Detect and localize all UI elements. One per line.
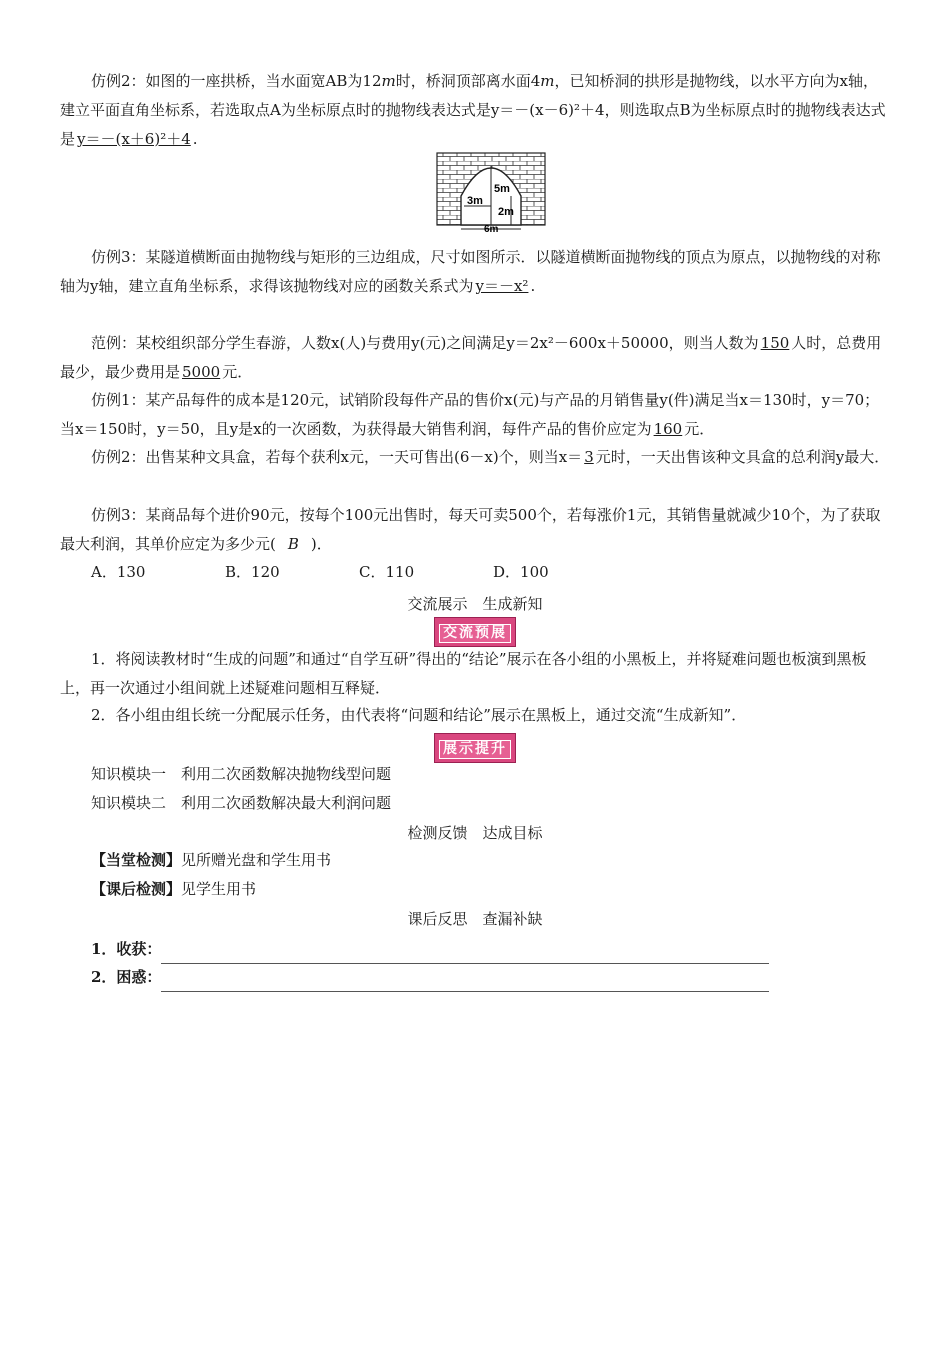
unit-m: m — [381, 72, 396, 90]
practice3-text-a: 仿例3：某商品每个进价90元，按每个100元出售时，每天可卖500个，若每涨价1元，其销售量就减少10个，为了获取最大利润，其单价应定为多少元( — [60, 506, 881, 553]
after-class-check — [91, 875, 923, 904]
gain-label: 1．收获： — [91, 940, 162, 958]
example3-text: 仿例3：某隧道横断面由抛物线与矩形的三边组成，尺寸如图所示．以隧道横断面抛物线的顶点为原点，以抛物线的对称轴为y轴，建立直角坐标系，求得该抛物线对应的函数关系式为 — [60, 248, 881, 295]
practice1-text-b: 元． — [684, 420, 715, 438]
class-check-text: 见所赠光盘和学生用书 — [181, 851, 332, 869]
option-c: C．110 — [359, 563, 415, 581]
badge-display — [0, 733, 950, 763]
exchange-item-1-text: 1．将阅读教材时“生成的问题”和通过“自学互研”得出的“结论”展示在各小组的小黑板上，并将疑难问题也板演到黑板上，再一次通过小组间就上述疑难问题相互释疑． — [60, 650, 867, 697]
section-heading-check: 检测反馈 达成目标 — [407, 824, 543, 842]
knowledge-module-2: 知识模块二 利用二次函数解决最大利润问题 — [91, 794, 392, 812]
knowledge-module-1: 知识模块一 利用二次函数解决抛物线型问题 — [91, 765, 392, 783]
section-heading-reflection: 课后反思 查漏补缺 — [407, 910, 543, 928]
class-check — [91, 846, 923, 875]
example2-text-c: ，已知桥洞的拱形是抛物线，以水平方向为x轴，建立平面直角坐标系，若选取点A为坐标原点时的抛物线表达式是y＝－(x－6)²＋4，则选取点B为坐标原点时的抛物线表达式是 — [60, 72, 886, 148]
doubt-label: 2．困惑： — [91, 968, 162, 986]
gain-row — [91, 935, 923, 964]
practice2 — [60, 443, 892, 472]
practice2-text-a: 仿例2：出售某种文具盒，若每个获利x元，一天可售出(6－x)个，则当x＝ — [91, 448, 583, 466]
practice3-text-b: )． — [310, 535, 332, 553]
practice3 — [60, 501, 892, 559]
label-6m: 6m — [484, 224, 499, 232]
unit-m: m — [540, 72, 555, 90]
section-heading-exchange: 交流展示 生成新知 — [407, 595, 543, 613]
model-example — [60, 329, 892, 387]
period: . — [192, 130, 198, 148]
model-answer-2: 5000 — [182, 363, 221, 381]
exchange-item-2 — [60, 701, 892, 730]
doubt-row — [91, 963, 923, 992]
practice1 — [60, 386, 892, 444]
label-2m: 2m — [498, 206, 514, 218]
label-3m: 3m — [467, 195, 483, 207]
practice1-answer: 160 — [653, 420, 683, 438]
example2-text-a: 仿例2：如图的一座拱桥，当水面宽AB为12 — [91, 72, 382, 90]
example3-answer: y＝－x² — [475, 277, 529, 295]
exchange-item-2-text: 2．各小组由组长统一分配展示任务，由代表将“问题和结论”展示在黑板上，通过交流“生成新知”． — [91, 706, 747, 724]
option-a: A．130 — [91, 563, 146, 581]
practice1-text-a: 仿例1：某产品每件的成本是120元，试销阶段每件产品的售价x(元)与产品的月销售量y(件)满足当x＝130时，y＝70；当x＝150时，y＝50，且y是x的一次函数，为获得最大销售利润，每件产品的售价应定为 — [60, 391, 880, 438]
period: . — [530, 277, 536, 295]
model-text-a: 范例：某校组织部分学生春游，人数x(人)与费用y(元)之间满足y＝2x²－600x＋50000，则当人数为 — [91, 334, 759, 352]
example2-answer: y＝－(x＋6)²＋4 — [77, 130, 191, 148]
badge-exchange-label: 交流预展 — [439, 624, 511, 643]
badge-exchange — [0, 617, 950, 647]
example2-text-b: 时，桥洞顶部离水面4 — [395, 72, 541, 90]
option-d: D．100 — [493, 563, 549, 581]
after-class-check-text: 见学生用书 — [181, 880, 257, 898]
option-b: B．120 — [225, 563, 280, 581]
badge-display-label: 展示提升 — [439, 740, 511, 759]
label-5m: 5m — [494, 183, 510, 195]
doubt-blank-line — [161, 977, 769, 992]
example3-paragraph — [60, 243, 892, 301]
options-row — [91, 558, 923, 587]
model-answer-1: 150 — [760, 334, 790, 352]
practice2-answer: 3 — [584, 448, 594, 466]
gain-blank-line — [161, 949, 769, 964]
example2-paragraph — [60, 67, 892, 154]
model-text-b: 人时，总费用最少，最少费用是 — [60, 334, 882, 381]
model-text-c: 元． — [222, 363, 253, 381]
class-check-label: 【当堂检测】 — [91, 851, 182, 869]
practice3-answer: B — [287, 535, 299, 553]
practice2-text-b: 元时，一天出售该种文具盒的总利润y最大． — [595, 448, 890, 466]
tunnel-figure — [436, 152, 548, 232]
after-class-check-label: 【课后检测】 — [91, 880, 182, 898]
exchange-item-1 — [60, 645, 892, 703]
